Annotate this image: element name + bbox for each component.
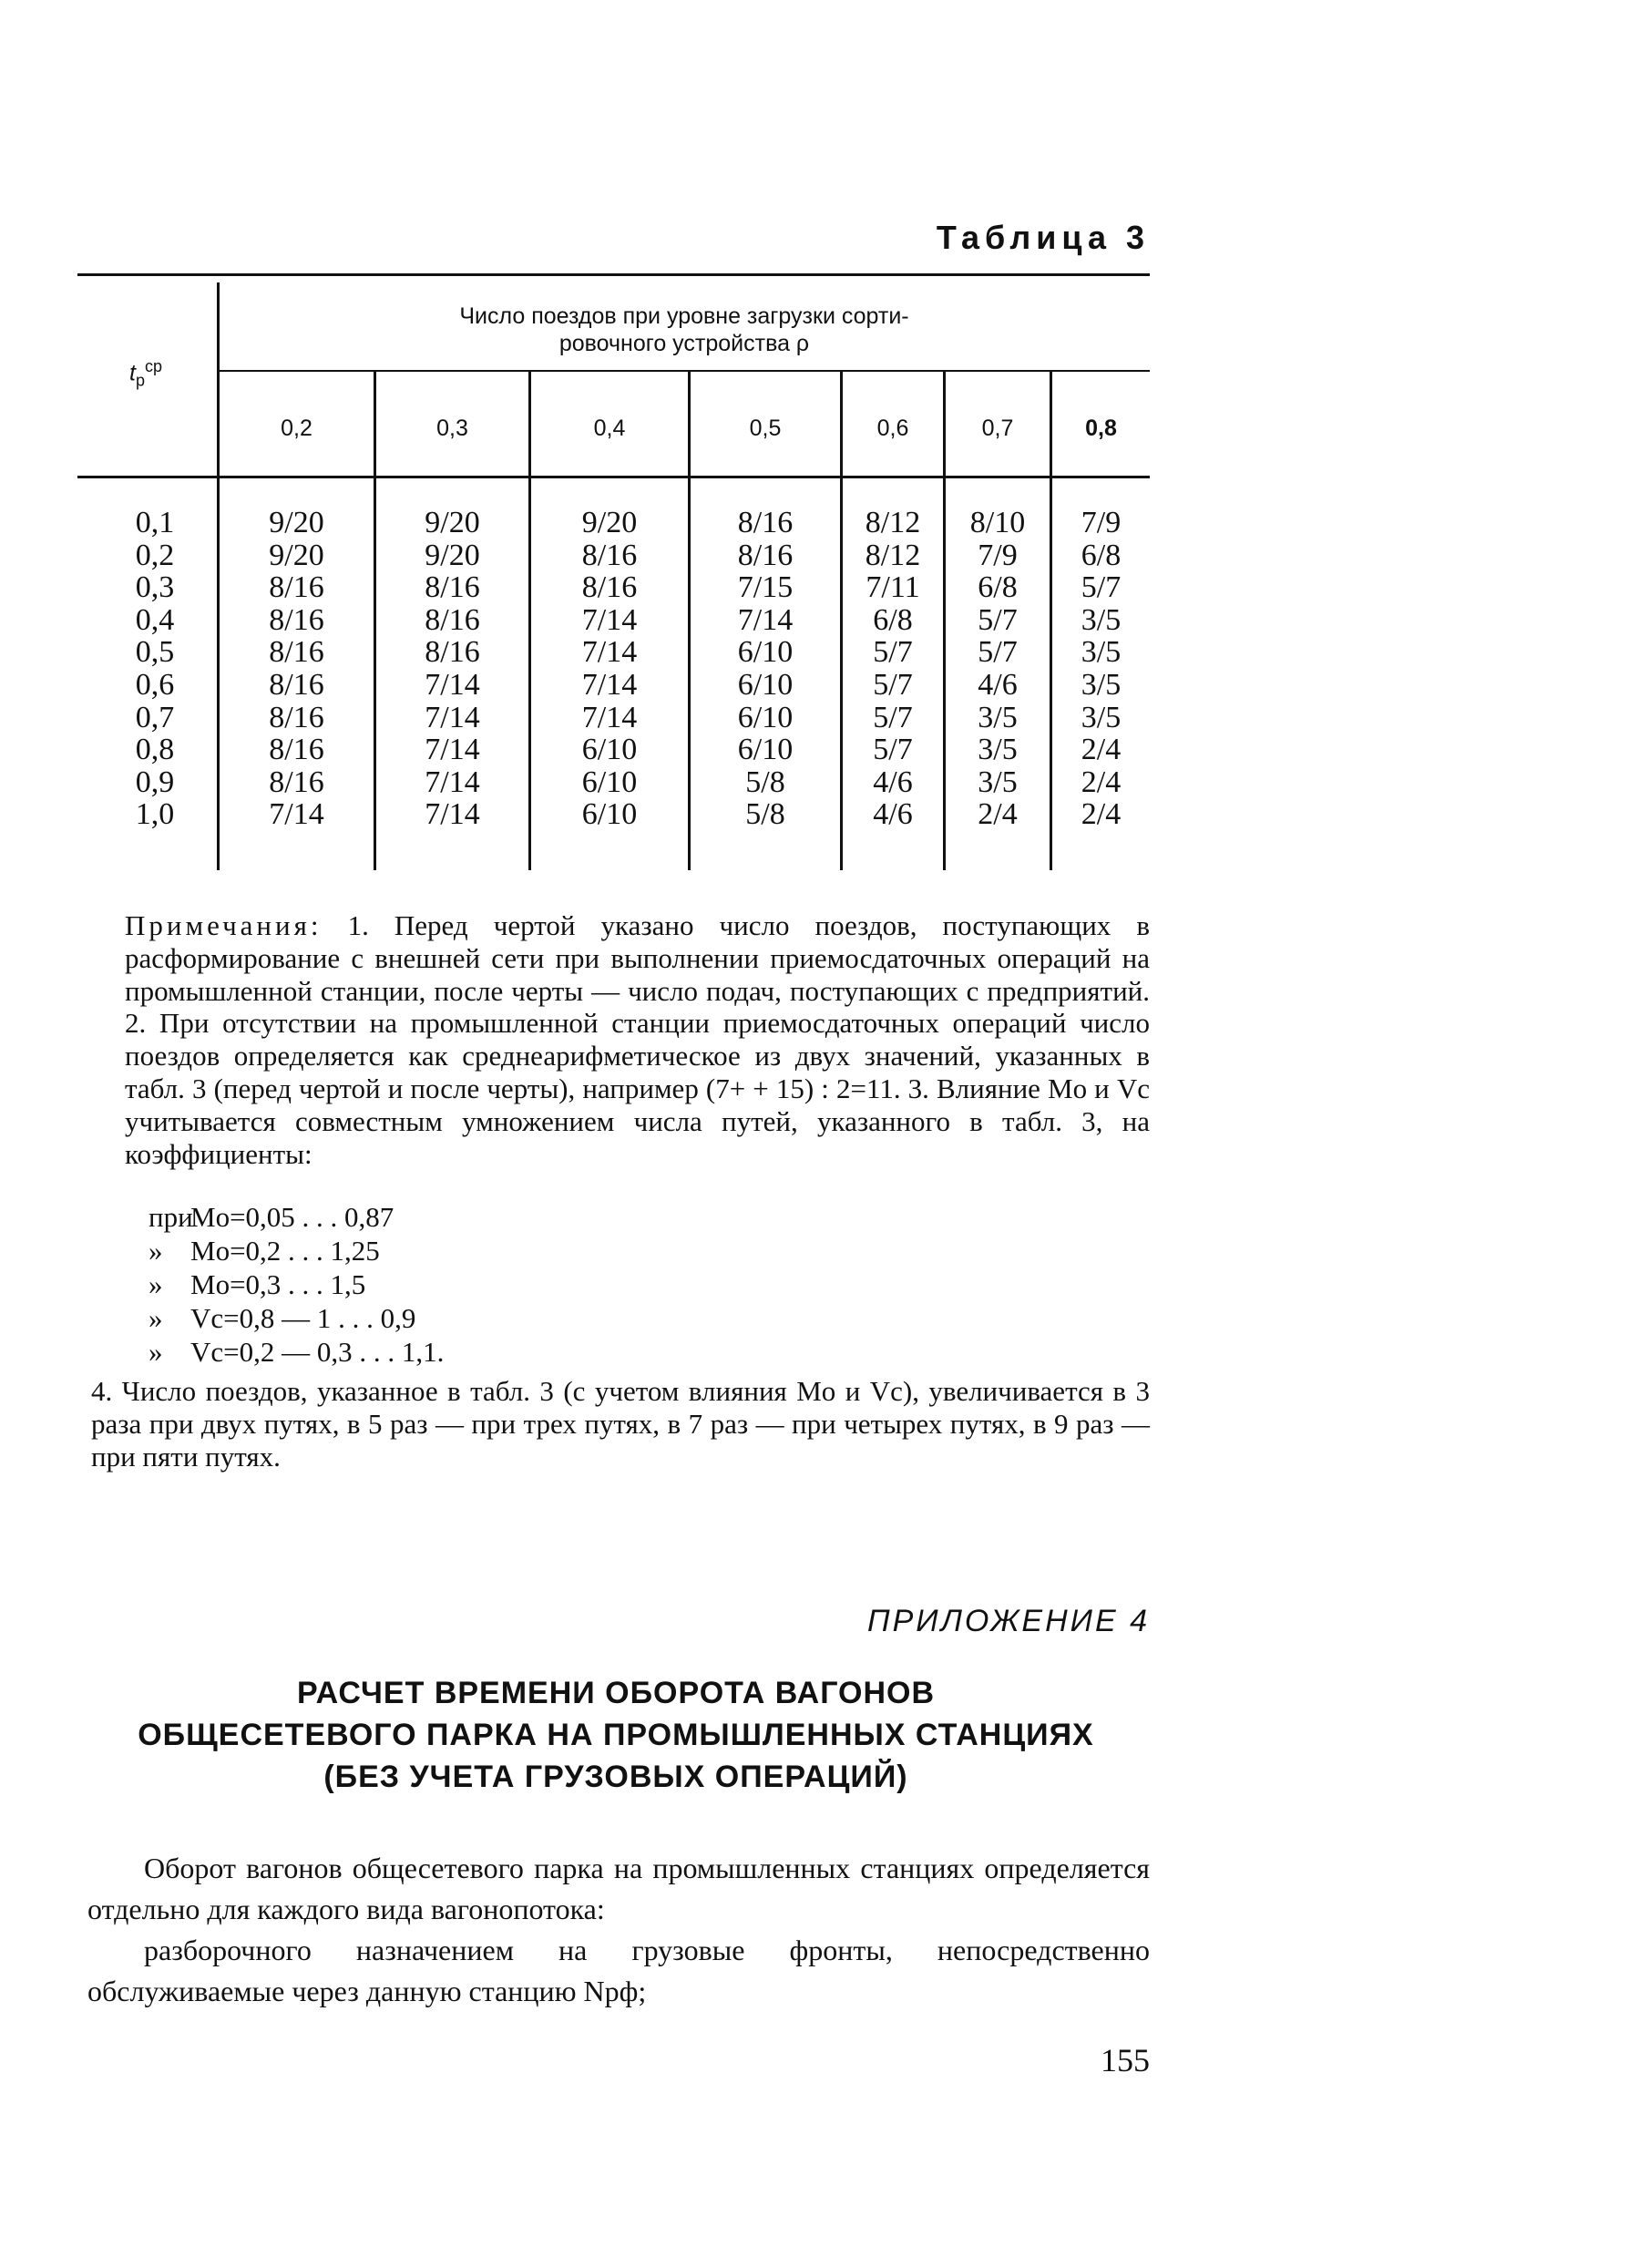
table-cell: 8/16 [269,765,324,799]
appendix-label: ПРИЛОЖЕНИЕ 4 [866,1604,1150,1638]
data-column [220,507,374,831]
table-cell: 6/10 [737,635,794,670]
table-cell: 7/14 [425,797,480,832]
table-cell: 8/16 [269,602,324,637]
row-label: 0,4 [135,602,175,637]
table-cell: 7/14 [581,667,638,702]
table-cell: 2/4 [1081,733,1122,767]
coefficients-list [149,1200,444,1369]
table-cell: 5/7 [1081,570,1122,605]
row-label: 0,7 [135,700,175,734]
table-cell: 3/5 [1081,635,1122,670]
body-text [87,1848,1150,2012]
data-column [691,507,840,831]
row-header-cell: $t_р^{ср}$ [129,357,162,390]
table-cell: 3/5 [978,700,1018,734]
data-column [843,507,943,831]
row-label: 0,8 [135,733,175,767]
table-cell: 8/12 [865,538,921,572]
table-cell: 6/10 [581,765,638,799]
column-header: 0,3 [436,416,468,441]
group-header [219,303,1150,357]
table-cell: 2/4 [1081,765,1122,799]
coefficient-line: » Mо=0,3 . . . 1,5 [149,1268,366,1300]
group-header-line: ровочного устройства ρ [558,331,810,356]
table-cell: 9/20 [269,538,324,572]
data-column [376,507,528,831]
notes-text: 1. Перед чертой указано число поездов, поступающих в расформирование с внешней сети при выполнении приемосдаточных операций на промышленной станции, после черты — число подач, поступающих с предприятий. 2. При отсутствии на промышленной станции приемосдаточных операций число поездов определяется как среднеарифметическое из двух значений, указанных в табл. 3 (перед чертой и после черты), например (7+ + 15) : 2=11. 3. Влияние Mо и Vc учитывается совместным умножением числа путей, указанного в табл. 3, на коэффициенты: [125,909,1151,1170]
table-cell: 9/20 [425,538,480,572]
row-label: 0,9 [135,765,175,799]
table-cell: 8/16 [269,733,324,767]
table-cell: 3/5 [978,765,1018,799]
table-top-rule [77,273,1150,276]
table-cell: 7/14 [425,700,480,734]
coefficient-line: » Mо=0,2 . . . 1,25 [149,1235,380,1267]
row-label: 0,5 [135,635,175,670]
table-cell: 6/8 [1081,538,1122,572]
table-cell: 2/4 [1081,797,1122,832]
table-cell: 8/16 [269,700,324,734]
table-cell: 8/16 [425,570,480,605]
table-cell: 7/14 [269,797,324,832]
table-cell: 5/8 [745,797,785,832]
data-column [531,507,688,831]
table-cell: 5/7 [873,733,913,767]
table-cell: 4/6 [873,765,913,799]
table-cell: 6/10 [737,733,794,767]
section-heading [82,1672,1150,1798]
table-cell: 6/10 [737,667,794,702]
table-cell: 6/8 [978,570,1018,605]
table-cell: 8/16 [269,570,324,605]
table-cell: 4/6 [978,667,1018,702]
table-cell: 3/5 [1081,602,1122,637]
column-header: 0,4 [593,416,626,441]
table-cell: 5/7 [978,602,1018,637]
table-cell: 7/15 [737,570,794,605]
table-cell: 3/5 [1081,667,1122,702]
table-cell: 5/7 [873,635,913,670]
coefficient-line: » Vc=0,8 — 1 . . . 0,9 [149,1302,416,1334]
coefficient-line: » Vc=0,2 — 0,3 . . . 1,1. [149,1336,445,1368]
table-cell: 6/10 [581,797,638,832]
paragraph: Оборот вагонов общесетевого парка на промышленных станциях определяется отдельно для каждого вида вагонопотока: [87,1852,1150,1925]
data-column [946,507,1050,831]
table-header-inner-rule [219,370,1150,372]
row-label: 0,6 [135,667,175,702]
row-labels-column [91,507,219,831]
table-cell: 2/4 [978,797,1018,832]
table-cell: 9/20 [269,506,324,539]
table-cell: 8/16 [581,570,638,605]
table-cell: 3/5 [1081,700,1122,734]
table-caption: Таблица 3 [936,219,1150,256]
table-cell: 8/10 [969,506,1026,539]
row-label: 0,1 [135,506,175,539]
table-cell: 9/20 [425,506,480,539]
table-cell: 8/12 [865,506,921,539]
row-label: 0,2 [135,538,175,572]
coefficient-line: приMо=0,05 . . . 0,87 [149,1201,394,1233]
row-label: 1,0 [135,797,175,832]
table-cell: 8/16 [425,635,480,670]
table-cell: 7/9 [1081,506,1122,539]
table-cell: 7/14 [425,765,480,799]
column-header: 0,2 [281,416,312,441]
heading-line: ОБЩЕСЕТЕВОГО ПАРКА НА ПРОМЫШЛЕННЫХ СТАНЦИЯХ [138,1718,1094,1752]
table-cell: 7/14 [581,602,638,637]
table-cell: 5/7 [873,700,913,734]
table-cell: 8/16 [269,667,324,702]
table-cell: 3/5 [978,733,1018,767]
table-cell: 6/10 [581,733,638,767]
table-cell: 5/8 [745,765,785,799]
table-cell: 4/6 [873,797,913,832]
note-4: 4. Число поездов, указанное в табл. 3 (с учетом влияния Mо и Vc), увеличивается в 3 раза при двух путях, в 5 раз — при трех путях, в 7 раз — при четырех путях, в 9 раз — при пяти путях. [91,1375,1150,1473]
table-cell: 8/16 [737,538,794,572]
table-cell: 9/20 [581,506,638,539]
table-cell: 6/8 [873,602,913,637]
group-header-line: Число поездов при уровне загрузки сорти- [459,303,909,329]
table-cell: 7/11 [866,570,920,605]
table-cell: 6/10 [737,700,794,734]
table-cell: 7/14 [581,635,638,670]
table-cell: 8/16 [425,602,480,637]
column-header: 0,7 [981,416,1014,441]
page-number: 155 [1101,2042,1150,2078]
table-cell: 5/7 [978,635,1018,670]
table-cell: 7/14 [425,733,480,767]
heading-line: РАСЧЕТ ВРЕМЕНИ ОБОРОТА ВАГОНОВ [296,1676,936,1710]
table-notes [125,909,1150,1170]
table-cell: 7/14 [737,602,794,637]
table-cell: 7/14 [581,700,638,734]
table-cell: 8/16 [737,506,794,539]
column-header: 0,8 [1085,416,1117,441]
notes-lead: Примечания: [125,909,323,941]
table-cell: 5/7 [873,667,913,702]
column-header: 0,5 [749,416,782,441]
paragraph: разборочного назначением на грузовые фронты, непосредственно обслуживаемые через данную станцию Nрф; [87,1934,1150,2007]
table-cell: 8/16 [581,538,638,572]
table-cell: 7/14 [425,667,480,702]
column-header: 0,6 [876,416,909,441]
heading-line: (БЕЗ УЧЕТА ГРУЗОВЫХ ОПЕРАЦИЙ) [323,1760,908,1794]
table-header-bottom-rule [77,476,1150,478]
row-label: 0,3 [135,570,175,605]
table-cell: 8/16 [269,635,324,670]
data-column [1052,507,1150,831]
table-cell: 7/9 [978,538,1018,572]
